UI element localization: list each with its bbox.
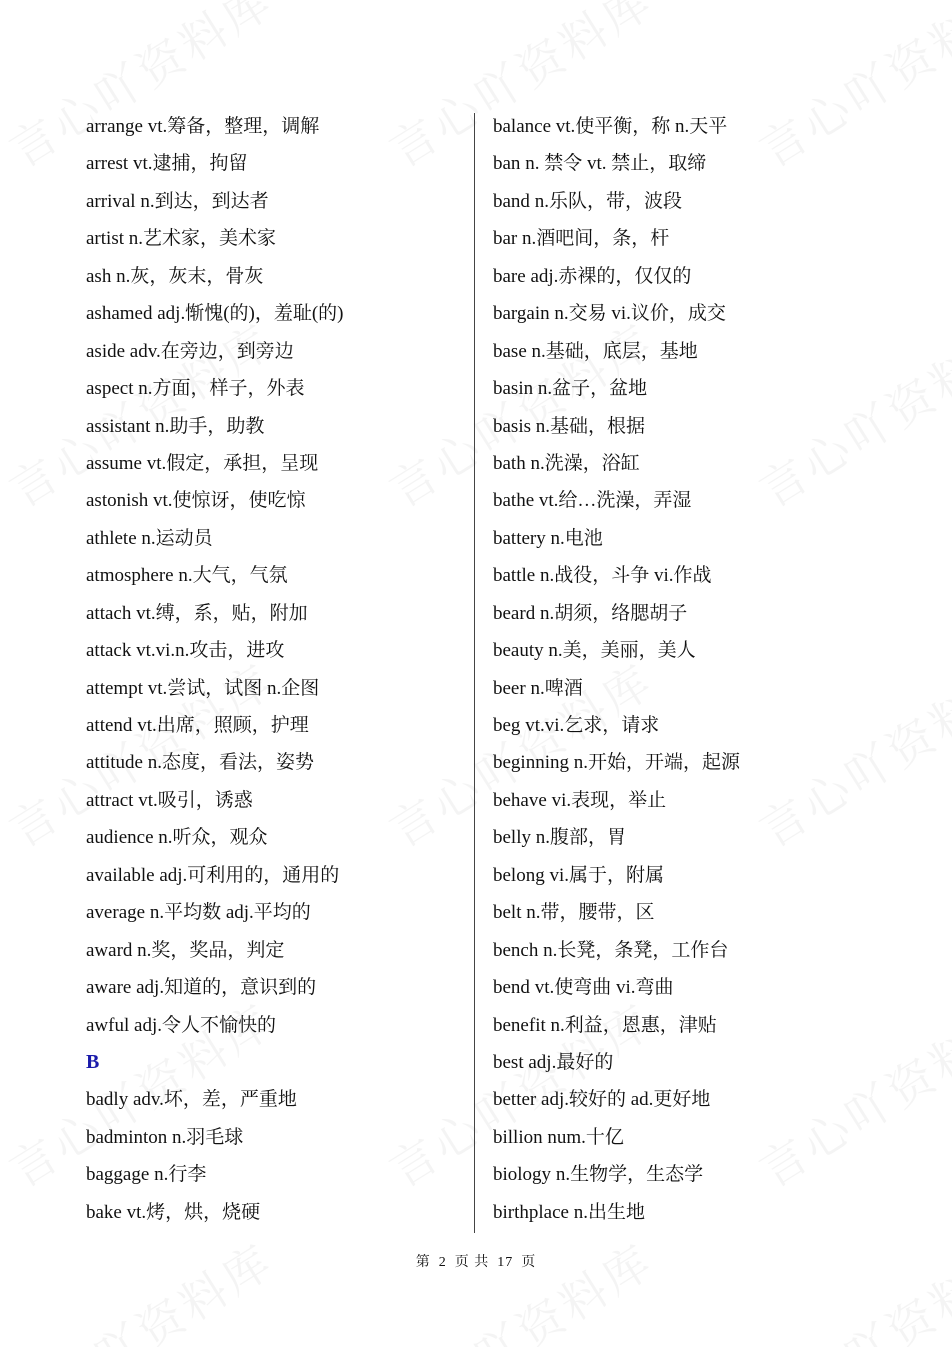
vocab-definition: n.态度，看法，姿势	[142, 752, 314, 774]
vocab-definition: n.出生地	[568, 1201, 645, 1223]
vocab-entry	[493, 557, 913, 594]
vocab-entry	[493, 595, 913, 632]
vocab-definition: n.助手，助教	[150, 415, 265, 437]
vocab-entry	[493, 707, 913, 744]
vocab-definition: n.基础，根据	[531, 415, 646, 437]
vocab-definition: n.胡须，络腮胡子	[535, 602, 688, 624]
vocab-word: arrange	[86, 116, 143, 137]
vocab-word: belong	[493, 864, 545, 886]
vocab-word: basis	[493, 415, 531, 437]
vocab-entry	[86, 670, 466, 707]
vocab-definition: n.平均数 adj.平均的	[145, 902, 311, 924]
vocab-entry	[493, 333, 913, 370]
vocab-word: aside	[86, 340, 126, 362]
vocab-entry	[493, 670, 913, 707]
vocab-entry	[493, 482, 913, 519]
vocab-word: bathe	[493, 490, 535, 512]
vocab-definition: n.利益，恩惠，津贴	[545, 1014, 717, 1036]
vocab-entry	[86, 370, 466, 407]
watermark-text	[375, 1226, 664, 1347]
vocab-word: billion	[493, 1126, 543, 1148]
vocab-definition: n.电池	[545, 527, 603, 549]
vocab-definition: n.开始，开端，起源	[569, 752, 741, 774]
vocab-word: bake	[86, 1201, 122, 1223]
vocab-entry	[86, 707, 466, 744]
vocab-definition: adj.最好的	[523, 1051, 614, 1073]
vocab-word: attach	[86, 602, 132, 624]
vocab-definition: n.基础，底层，基地	[526, 340, 698, 362]
vocab-definition: n.方面，样子，外表	[133, 378, 305, 400]
footer-prefix: 第	[415, 1255, 431, 1270]
vocab-word: beard	[493, 602, 536, 624]
vocab-word: attend	[86, 715, 133, 736]
vocab-definition: vt.缚，系，贴，附加	[131, 602, 308, 624]
vocab-entry	[86, 1081, 466, 1118]
total-pages: 17	[497, 1255, 514, 1270]
vocab-definition: adv.坏，差，严重地	[128, 1089, 297, 1111]
vocab-definition: n.交易 vi.议价，成交	[549, 303, 726, 325]
vocab-definition: n.艺术家，美术家	[124, 228, 277, 250]
vocab-definition: adj.可利用的，通用的	[154, 864, 340, 886]
vocab-entry	[493, 370, 913, 407]
vocab-entry	[493, 1194, 913, 1231]
vocab-entry	[86, 932, 466, 969]
vocab-word: beginning	[493, 752, 569, 774]
vocab-word: badminton	[86, 1126, 168, 1148]
vocab-word: attract	[86, 789, 134, 811]
vocab-definition: vt.vi.乞求，请求	[520, 715, 660, 736]
vocab-entry	[86, 220, 466, 257]
vocab-word: arrest	[86, 153, 129, 175]
vocab-entry	[86, 782, 466, 819]
vocab-word: beg	[493, 715, 521, 736]
vocab-entry	[86, 857, 466, 894]
vocab-definition: n.战役，斗争 vi.作战	[535, 565, 712, 587]
vocab-word: beauty	[493, 640, 544, 662]
vocab-entry	[493, 183, 913, 220]
vocab-entry	[86, 1119, 466, 1156]
vocab-definition: vi.表现，举止	[546, 789, 667, 811]
vocab-word: assume	[86, 452, 142, 474]
vocab-word: bath	[493, 452, 526, 474]
vocab-word: ban	[493, 153, 521, 175]
current-page-number: 2	[438, 1255, 447, 1270]
footer-middle: 页 共	[454, 1255, 490, 1270]
vocab-word: arrival	[86, 190, 136, 212]
vocab-entry	[493, 1007, 913, 1044]
vocab-word: belly	[493, 827, 531, 849]
vocab-entry	[493, 295, 913, 332]
vocab-entry	[493, 1044, 913, 1081]
vocab-word: better	[493, 1089, 537, 1111]
vocab-word: ash	[86, 265, 112, 287]
vocab-word: balance	[493, 116, 552, 137]
vocab-word: base	[493, 340, 527, 362]
vocab-definition: vt.烤，烘，烧硬	[121, 1201, 261, 1223]
watermark-text	[0, 1226, 285, 1347]
vocab-entry	[86, 595, 466, 632]
vocab-definition: adj.较好的 ad.更好地	[536, 1089, 711, 1111]
vocab-definition: n.长凳，条凳，工作台	[538, 939, 729, 961]
vocab-definition: n.带，腰带，区	[521, 902, 655, 924]
vocab-definition: vi.属于，附属	[544, 864, 664, 886]
vocab-entry	[86, 819, 466, 856]
vocab-definition: n.腹部，胃	[531, 827, 627, 849]
vocab-word: bare	[493, 265, 526, 287]
vocab-word: basin	[493, 378, 534, 400]
vocab-word: astonish	[86, 490, 149, 512]
vocab-definition: n.美，美丽，美人	[543, 640, 696, 662]
vocab-word: athlete	[86, 527, 137, 549]
vocab-entry	[86, 557, 466, 594]
vocab-entry	[493, 520, 913, 557]
vocab-entry	[86, 1007, 466, 1044]
vocab-word: artist	[86, 228, 124, 250]
vocab-word: biology	[493, 1164, 552, 1186]
vocab-entry	[493, 145, 913, 182]
vocab-definition: n.盆子，盆地	[533, 378, 648, 400]
vocab-word: bend	[493, 977, 530, 999]
vocab-word: best	[493, 1051, 524, 1073]
vocab-definition: vt.vi.n.攻击，进攻	[131, 640, 285, 662]
vocab-word: bar	[493, 228, 518, 250]
vocab-word: attack	[86, 640, 132, 662]
vocab-definition: n. 禁令 vt. 禁止，取缔	[520, 153, 707, 175]
vocab-entry	[86, 295, 466, 332]
vocab-definition: n.酒吧间，条，杆	[517, 228, 670, 250]
vocab-definition: n.生物学，生态学	[551, 1164, 704, 1186]
vocab-definition: vt.筹备，整理，调解	[142, 116, 320, 137]
vocab-definition: vt.给…洗澡，弄湿	[534, 490, 692, 512]
letter-heading: B	[86, 1050, 100, 1073]
vocab-word: behave	[493, 789, 547, 811]
vocab-entry	[86, 183, 466, 220]
vocab-entry	[493, 220, 913, 257]
vocab-definition: n.羽毛球	[167, 1126, 244, 1148]
left-word-column	[86, 108, 466, 1231]
vocab-word: belt	[493, 902, 522, 924]
vocab-entry	[86, 894, 466, 931]
vocab-word: badly	[86, 1089, 129, 1111]
vocab-definition: n.行李	[149, 1164, 207, 1186]
vocab-word: battery	[493, 527, 546, 549]
vocab-definition: n.洗澡，浴缸	[525, 452, 640, 474]
vocab-definition: vt.假定，承担，呈现	[141, 452, 319, 474]
vocab-word: attitude	[86, 752, 143, 774]
vocab-definition: vt.使弯曲 vi.弯曲	[529, 977, 674, 999]
vocab-word: aware	[86, 977, 132, 999]
vocab-entry	[493, 969, 913, 1006]
vocab-entry	[86, 145, 466, 182]
vocab-definition: adj.知道的，意识到的	[131, 977, 317, 999]
vocab-definition: vt.使平衡，称 n.天平	[551, 116, 728, 137]
vocab-definition: n.到达，到达者	[135, 190, 269, 212]
vocab-definition: n.乐队，带，波段	[529, 190, 682, 212]
vocab-word: atmosphere	[86, 565, 174, 587]
vocab-definition: n.听众，观众	[153, 827, 268, 849]
vocab-entry	[86, 333, 466, 370]
vocab-definition: adj.令人不愉快的	[129, 1014, 276, 1036]
vocab-word: band	[493, 190, 530, 212]
vocab-word: birthplace	[493, 1201, 569, 1223]
vocab-word: assistant	[86, 415, 151, 437]
page-footer	[0, 1251, 952, 1271]
vocab-entry	[86, 744, 466, 781]
vocab-word: ashamed	[86, 303, 153, 325]
vocab-word: attempt	[86, 677, 143, 699]
vocab-word: aspect	[86, 378, 134, 400]
vocab-definition: n.大气，气氛	[173, 565, 288, 587]
vocab-entry	[86, 969, 466, 1006]
vocab-definition: vt.吸引，诱惑	[133, 789, 253, 811]
vocab-definition: n.运动员	[136, 527, 213, 549]
vocab-word: available	[86, 864, 155, 886]
vocab-word: audience	[86, 827, 154, 849]
vocab-word: beer	[493, 677, 526, 699]
vocab-entry	[86, 520, 466, 557]
vocab-entry	[86, 108, 466, 145]
vocab-entry	[86, 258, 466, 295]
vocab-word: battle	[493, 565, 536, 587]
vocab-entry	[86, 1156, 466, 1193]
vocab-definition: vt.尝试，试图 n.企图	[142, 677, 320, 699]
vocab-definition: vt.逮捕，拘留	[128, 153, 248, 175]
vocab-entry	[493, 632, 913, 669]
vocab-word: bargain	[493, 303, 550, 325]
watermark-text	[745, 1226, 952, 1347]
column-divider	[474, 113, 475, 1233]
vocab-entry	[493, 108, 913, 145]
vocab-entry	[493, 445, 913, 482]
vocab-entry	[493, 782, 913, 819]
vocab-entry	[493, 744, 913, 781]
vocab-entry	[493, 1081, 913, 1118]
vocab-entry	[86, 1194, 466, 1231]
vocab-entry	[86, 482, 466, 519]
vocab-word: benefit	[493, 1014, 546, 1036]
vocab-entry	[493, 258, 913, 295]
vocab-word: bench	[493, 939, 539, 961]
vocab-definition: n.啤酒	[525, 677, 583, 699]
right-word-column	[493, 108, 913, 1231]
vocab-entry	[493, 894, 913, 931]
vocab-definition: num.十亿	[542, 1126, 624, 1148]
vocab-entry	[493, 932, 913, 969]
vocab-definition: adv.在旁边，到旁边	[125, 340, 294, 362]
vocab-word: baggage	[86, 1164, 150, 1186]
vocab-entry	[493, 819, 913, 856]
vocab-definition: adj.赤裸的，仅仅的	[525, 265, 692, 287]
vocab-definition: adj.惭愧(的)，羞耻(的)	[152, 303, 344, 325]
vocab-entry	[493, 1119, 913, 1156]
vocab-entry	[86, 632, 466, 669]
vocab-word: average	[86, 902, 146, 924]
vocab-entry	[86, 445, 466, 482]
vocab-definition: n.灰，灰末，骨灰	[111, 265, 264, 287]
vocab-word: awful	[86, 1014, 130, 1036]
vocab-entry	[493, 1156, 913, 1193]
vocab-definition: vt.出席，照顾，护理	[132, 715, 309, 736]
vocab-entry	[493, 408, 913, 445]
vocab-definition: vt.使惊讶，使吃惊	[148, 490, 306, 512]
vocab-entry	[493, 857, 913, 894]
vocab-entry	[86, 408, 466, 445]
vocab-definition: n.奖，奖品，判定	[132, 939, 285, 961]
vocab-word: award	[86, 939, 133, 961]
footer-suffix: 页	[521, 1255, 537, 1270]
